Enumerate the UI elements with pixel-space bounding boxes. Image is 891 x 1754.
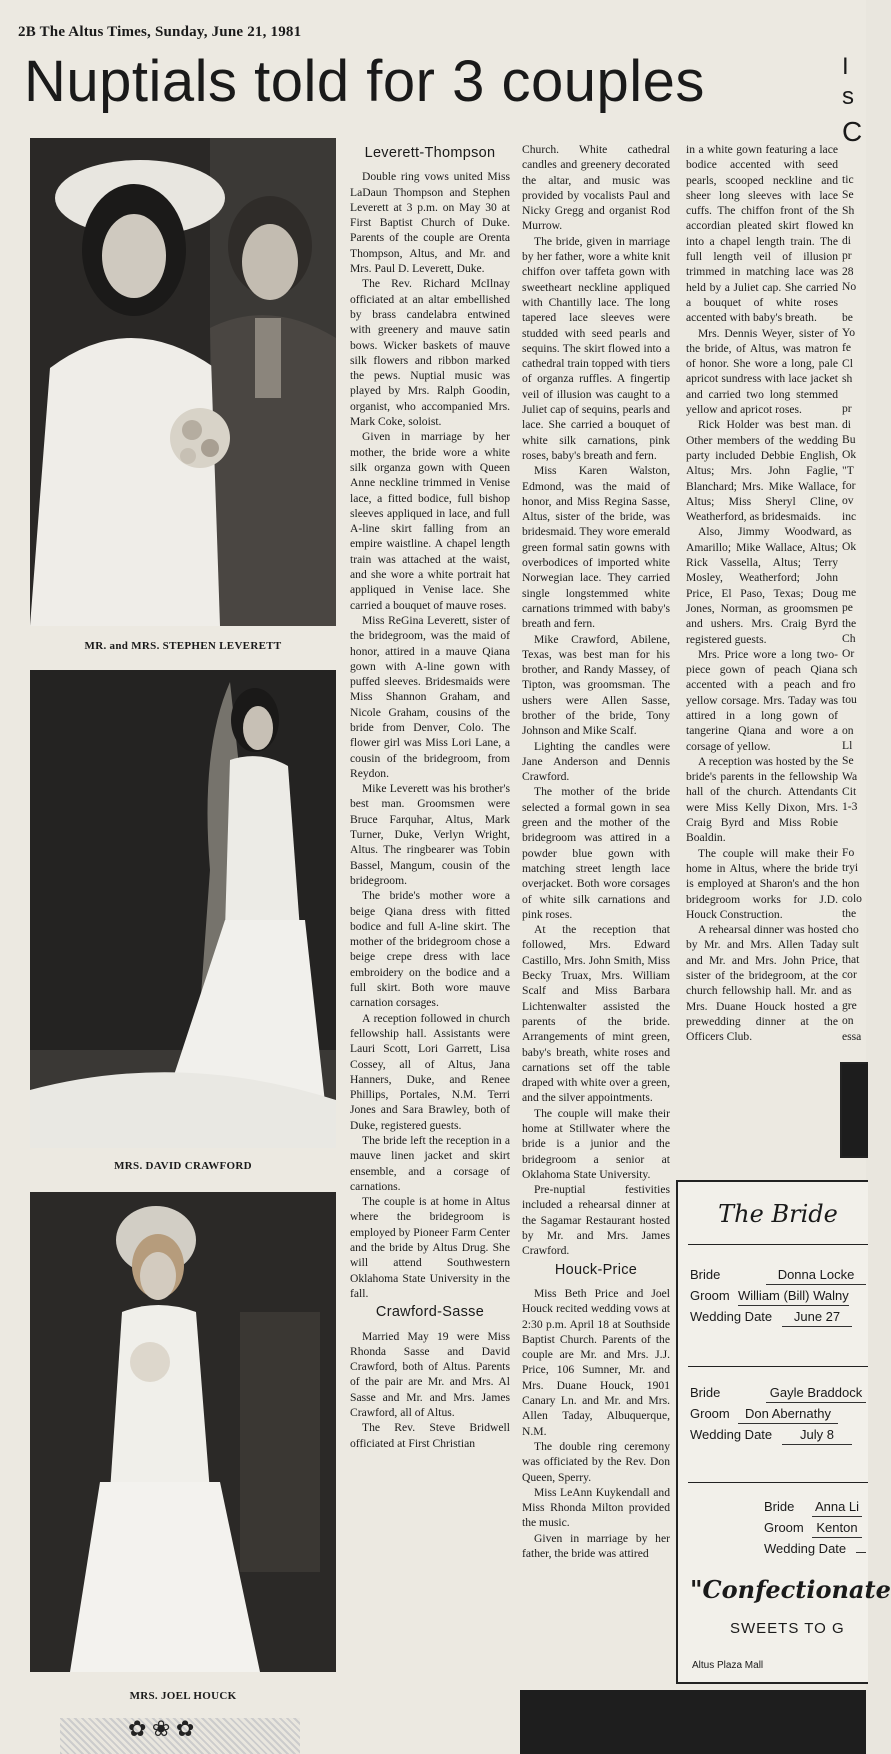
paragraph: The couple will make their home at Stillwater where the bride is a junior and the bridegroom a senior at Oklahoma State University. bbox=[522, 1106, 670, 1181]
edge-fragment: that bbox=[842, 953, 860, 967]
edge-fragment: Ll bbox=[842, 738, 853, 752]
edge-fragment: Wa bbox=[842, 769, 858, 783]
caption-photo1: MR. and MRS. STEPHEN LEVERETT bbox=[84, 640, 282, 652]
edge-fragment: Se bbox=[842, 754, 854, 768]
edge-fragment bbox=[842, 554, 868, 569]
ad-tagline: SWEETS TO G bbox=[730, 1620, 845, 1637]
paragraph: Miss ReGina Leverett, sister of the bridegroom, was the maid of honor, attired in a mauve Qiana gown with A-line gown with puffed sleeves. Bridesmaids were Miss Shannon Graham, and Nicole Graham, cousins of the bride from Denver, Colo. The flower girl was Miss Lori Lane, a cousin of the bridegroom, from Reydon. bbox=[350, 613, 510, 780]
edge-fragment: hon bbox=[842, 876, 860, 890]
edge-fragment bbox=[842, 386, 868, 401]
edge-fragment bbox=[842, 814, 868, 829]
edge-fragment: me bbox=[842, 586, 857, 600]
edge-fragment: di bbox=[842, 234, 852, 248]
edge-fragment: as bbox=[842, 524, 852, 538]
paragraph: A reception was hosted by the bride's parents in the fellowship hall of the church. Attendants were Miss Kelly Dixon, Mrs. Craig Byrd and Miss Robie Boaldin. bbox=[686, 754, 838, 845]
edge-fragment: the bbox=[842, 907, 857, 921]
paragraph: The Rev. Richard McIlnay officiated at an altar embellished by brass candelabra entwined with greenery and mauve satin bows. Wicker baskets of mauve silk flowers and ribbon marked the pews. Nuptial music was played by Mrs. Ralph Goodin, organist, who accompanied Mrs. Mark Coke, soloist. bbox=[350, 277, 510, 429]
ad-location: Altus Plaza Mall bbox=[692, 1660, 764, 1671]
edge-fragment: pe bbox=[842, 601, 853, 615]
paragraph: Given in marriage by her mother, the bride wore a white silk organza gown with Queen Anne neckline trimmed in Venise lace, a fitted bodice, full bishop sleeves appliqued in lace, and full A-line skirt falling from an empire waistline. A chapel length train was attached at the waist, and she wore a white portrait hat appliqued in Venise lace. She carried a bouquet of mauve roses. bbox=[350, 430, 510, 612]
paragraph: The bride, given in marriage by her father, wore a white knit chiffon over taffeta gown with sweetheart neckline appliqued with Chantilly lace. The long tapered lace sleeves were studded with seed pearls and sequins. The skirt flowed into a cathedral train topped with tiers of organza ruffles. A fingertip veil of illusion was caught to a Juliet cap of sequins, pearls and lace. She carried a bouquet of white silk carnations, pink roses, baby's breath and fern. bbox=[522, 234, 670, 462]
edge-fragment: pr bbox=[842, 249, 852, 263]
article-column-2 bbox=[522, 142, 670, 1702]
paragraph: The mother of the bride selected a formal gown in sea green and the mother of the bridegroom was attired in a powder blue gown with matching street length lace overjacket. Both wore corsages of white silk carnations and pink roses. bbox=[522, 785, 670, 921]
paragraph: Miss Beth Price and Joel Houck recited wedding vows at 2:30 p.m. April 18 at Southside Baptist Church. Parents of the couple are Mr. and Mrs. J.J. Price, 106 Sumner, Mr. and Mrs. Duane Houck, 1901 Canary Ln. and Mr. and Mrs. Allen Taday, Albuquerque, N.M. bbox=[522, 1286, 670, 1438]
edge-fragment: sult bbox=[842, 937, 859, 951]
edge-fragment bbox=[842, 570, 868, 585]
paragraph: Church. White cathedral candles and greenery decorated the altar, and music was provided by vocalists Paul and Nicky Gregg and organist Rod Murrow. bbox=[522, 143, 670, 233]
paragraph: The double ring ceremony was officiated by the Rev. Don Queen, Sperry. bbox=[522, 1439, 670, 1484]
edge-fragment bbox=[842, 830, 868, 845]
caption-photo2: MRS. DAVID CRAWFORD bbox=[114, 1160, 252, 1172]
paragraph: Mrs. Dennis Weyer, sister of the bride, of Altus, was matron of honor. She wore a long, pale apricot sundress with lace jacket and carried two long stemmed yellow and apricot roses. bbox=[686, 326, 838, 417]
edge-fragment: tic bbox=[842, 173, 854, 186]
edge-fragment: Or bbox=[842, 647, 855, 661]
paragraph: Mrs. Price wore a long two-piece gown of peach Qiana accented with a peach and yellow corsage. Mrs. Taday was attired in a long gown of tangerine Qiana and wore a corsage of yellow. bbox=[686, 647, 838, 753]
edge-fragment: sh bbox=[842, 371, 853, 385]
label: Bride bbox=[690, 1267, 721, 1282]
edge-fragment: di bbox=[842, 417, 852, 431]
paragraph: Lighting the candles were Jane Anderson and Dennis Crawford. bbox=[522, 739, 670, 784]
edge-fragment: on bbox=[842, 1014, 854, 1028]
wedding-entry-2 bbox=[690, 1382, 866, 1445]
edge-fragment: for bbox=[842, 478, 856, 492]
wedding-date: June 27 bbox=[782, 1308, 852, 1327]
paragraph: Given in marriage by her father, the bride was attired bbox=[522, 1531, 670, 1561]
bride-registry-ad bbox=[676, 1180, 891, 1684]
paragraph: in a white gown featuring a lace bodice accented with seed pearls, scooped neckline and sheer long sleeves with lace cuffs. The chiffon front of the accordian pleated skirt flowed into a chapel length train. The full length veil of illusion trimmed in matching lace was held by a Juliet cap. She carried a bouquet of white roses accented with baby's breath. bbox=[686, 143, 838, 325]
edge-fragment: fro bbox=[842, 677, 856, 691]
edge-fragment: on bbox=[842, 723, 854, 737]
groom-name: Kenton bbox=[812, 1519, 862, 1538]
groom-name: Don Abernathy bbox=[738, 1405, 838, 1424]
label: Wedding Date bbox=[764, 1541, 847, 1556]
paragraph: Married May 19 were Miss Rhonda Sasse and David Crawford, both of Altus. Parents of the pair are Mr. and Mrs. Al Sasse and Mr. and Mrs. James Crawford, all of Altus. bbox=[350, 1329, 510, 1420]
paragraph: Pre-nuptial festivities included a rehearsal dinner at the Sagamar Restaurant hosted by Mr. and Mrs. James Crawford. bbox=[522, 1183, 670, 1258]
edge-fragment: Fo bbox=[842, 846, 855, 860]
edge-fragment: be bbox=[842, 310, 853, 324]
paragraph: Rick Holder was best man. Other members of the wedding party included Debbie English, Altus; Mrs. John Faglie, Blanchard; Mrs. Mike Wallace, Altus; Miss Sheryl Cline, Weatherford, as bridesmaids. bbox=[686, 418, 838, 524]
wedding-entry-3 bbox=[764, 1496, 866, 1559]
edge-fragment: Cl bbox=[842, 356, 853, 370]
edge-fragment: C bbox=[842, 116, 863, 147]
ad-divider bbox=[688, 1482, 868, 1483]
paragraph: Mike Leverett was his brother's best man. Groomsmen were Bruce Farquhar, Altus, Mark Turner, Duke, Verlyn Wright, Altus. The ringbearer was Tobin Bassel, Mangum, cousin of the bridegroom. bbox=[350, 782, 510, 887]
label: Bride bbox=[690, 1385, 721, 1400]
edge-fragment bbox=[842, 707, 868, 722]
edge-fragment: sch bbox=[842, 662, 858, 676]
edge-fragment: tou bbox=[842, 693, 857, 707]
caption-photo3: MRS. JOEL HOUCK bbox=[129, 1690, 237, 1702]
label: Wedding Date bbox=[690, 1309, 773, 1324]
paragraph: The bride's mother wore a beige Qiana dress with fitted bodice and full A-line skirt. The mother of the bridegroom chose a beige crepe dress with lace embroidery on the bodice and a full skirt. Both wore mauve carnation corsages. bbox=[350, 889, 510, 1010]
paragraph: A rehearsal dinner was hosted by Mr. and Mrs. Allen Taday and Mr. and Mrs. John Price, sister of the bridegroom, at the church fellowship hall. Mr. and Mrs. Duane Houck hosted a prewedding dinner at the Officers Club. bbox=[686, 923, 838, 1044]
wedding-entry-1 bbox=[690, 1264, 866, 1327]
edge-fragment: Yo bbox=[842, 325, 856, 339]
flower-ornament-icon: ✿ ❀ ✿ bbox=[128, 1716, 195, 1741]
edge-fragment: as bbox=[842, 983, 852, 997]
edge-fragment: Ch bbox=[842, 631, 856, 645]
wedding-date bbox=[856, 1552, 866, 1553]
ad-title: The Bride bbox=[718, 1200, 838, 1228]
label: Groom bbox=[690, 1288, 730, 1303]
article-column-1 bbox=[350, 142, 510, 1702]
headline: Nuptials told for 3 couples bbox=[24, 49, 705, 114]
edge-column-text bbox=[842, 172, 868, 1052]
paragraph: Double ring vows united Miss LaDaun Thompson and Stephen Leverett at 3 p.m. on May 30 at First Baptist Church of Duke. Parents of the couple are Orenta Thompson, Altus, and Mr. and Mrs. Paul D. Leverett, Duke. bbox=[350, 170, 510, 276]
edge-fragment: kn bbox=[842, 218, 854, 232]
label: Wedding Date bbox=[690, 1427, 773, 1442]
paragraph: The Rev. Steve Bridwell officiated at First Christian bbox=[350, 1421, 510, 1450]
edge-fragment: essa bbox=[842, 1029, 862, 1043]
photo-leverett-couple bbox=[30, 138, 336, 626]
photo-houck-bride bbox=[30, 1192, 336, 1672]
paragraph: Also, Jimmy Woodward, Amarillo; Mike Wallace, Altus; Rick Vassella, Altus; Terry Mosley, Weatherford; John Price, El Paso, Texas; Doug Jones, Norman, as groomsmen and ushers. Mrs. Craig Byrd registered guests. bbox=[686, 525, 838, 646]
edge-fragment: tryi bbox=[842, 861, 859, 875]
article-heading-leverett-thompson: Leverett-Thompson bbox=[364, 145, 496, 161]
edge-fragment: colo bbox=[842, 891, 862, 905]
wedding-date: July 8 bbox=[782, 1426, 852, 1445]
paragraph: A reception followed in church fellowship hall. Assistants were Lauri Scott, Lori Garrett, Lisa Cossey, all of Altus, Jana Hanners, Duke, and Renee Phillips, Portales, N.M. Terri Jones and Sara Brawley, both of Duke, registered guests. bbox=[350, 1011, 510, 1132]
edge-fragment: Se bbox=[842, 188, 854, 202]
bride-name: Gayle Braddock bbox=[766, 1384, 866, 1403]
edge-fragment: fe bbox=[842, 341, 852, 355]
edge-fragment: gre bbox=[842, 999, 857, 1013]
paragraph: The couple is at home in Altus where the bridegroom is employed by Pioneer Farm Center and the bride by Altus Drug. She will attend Southwestern Oklahoma State University in the fall. bbox=[350, 1195, 510, 1300]
groom-name: William (Bill) Walny bbox=[738, 1287, 849, 1306]
article-heading-houck-price: Houck-Price bbox=[554, 1261, 638, 1278]
edge-fragment: 28 bbox=[842, 264, 854, 278]
bride-name: Donna Locke bbox=[766, 1266, 866, 1285]
photo-crawford-bride bbox=[30, 670, 336, 1148]
label: Groom bbox=[690, 1406, 730, 1421]
edge-fragment bbox=[842, 294, 868, 309]
edge-fragment: the bbox=[842, 616, 857, 630]
edge-fragment: cho bbox=[842, 922, 859, 936]
edge-column-top bbox=[842, 52, 868, 172]
paragraph: Mike Crawford, Abilene, Texas, was best man for his brother, and Randy Massey, of Tipton, was groomsman. The ushers were Allen Sasse, brother of the bride, Tony Johnson and Mike Scalf. bbox=[522, 632, 670, 738]
edge-fragment: Sh bbox=[842, 203, 855, 217]
adjacent-ad-bottom bbox=[520, 1690, 866, 1754]
edge-fragment: cor bbox=[842, 968, 857, 982]
edge-fragment: Cit bbox=[842, 784, 857, 798]
paragraph: The couple will make their home in Altus, where the bride is employed at Sharon's and the bridegroom works for J.D. Houck Construction. bbox=[686, 846, 838, 921]
adjacent-ad-block bbox=[840, 1062, 868, 1158]
ad-divider bbox=[688, 1366, 868, 1367]
edge-fragment: Ok bbox=[842, 448, 857, 462]
edge-fragment: No bbox=[842, 280, 857, 294]
edge-fragment: pr bbox=[842, 402, 852, 416]
paragraph: Miss Karen Walston, Edmond, was the maid of honor, and Miss Regina Sasse, Altus, sister of the bride, was bridesmaid. They wore emerald green formal satin gowns with overbodices of imported white Norwegian lace. They carried single longstemmed white carnations trimmed with baby's breath and fern. bbox=[522, 464, 670, 631]
paragraph: At the reception that followed, Mrs. Edward Castillo, Mrs. John Smith, Miss Becky Truax, Mrs. William Scalf and Miss Barbara Lichtenwalter assisted the parents of the bride. Arrangements of mint green, baby's breath, white roses and carnations set off the table draped with white over a green, and the silver appointments. bbox=[522, 923, 670, 1105]
edge-fragment: Ok bbox=[842, 540, 857, 554]
article-heading-crawford-sasse: Crawford-Sasse bbox=[375, 1304, 485, 1321]
bride-name: Anna Li bbox=[812, 1498, 862, 1517]
ad-divider bbox=[688, 1244, 868, 1245]
edge-fragment: ov bbox=[842, 494, 854, 508]
edge-fragment: Bu bbox=[842, 433, 856, 447]
paragraph: The bride left the reception in a mauve linen jacket and skirt ensemble, and a corsage of carnations. bbox=[350, 1134, 510, 1193]
article-column-3 bbox=[686, 142, 838, 1172]
masthead: 2B The Altus Times, Sunday, June 21, 1981 bbox=[18, 24, 302, 40]
edge-fragment: "T bbox=[842, 463, 854, 477]
label: Bride bbox=[764, 1499, 795, 1514]
edge-fragment: inc bbox=[842, 509, 857, 523]
edge-fragment: s bbox=[842, 83, 854, 110]
edge-fragment: 1-3 bbox=[842, 800, 858, 814]
paragraph: Miss LeAnn Kuykendall and Miss Rhonda Milton provided the music. bbox=[522, 1485, 670, 1530]
ad-slogan: "Confectionate bbox=[690, 1575, 891, 1604]
edge-fragment: I bbox=[842, 53, 849, 80]
label: Groom bbox=[764, 1520, 804, 1535]
